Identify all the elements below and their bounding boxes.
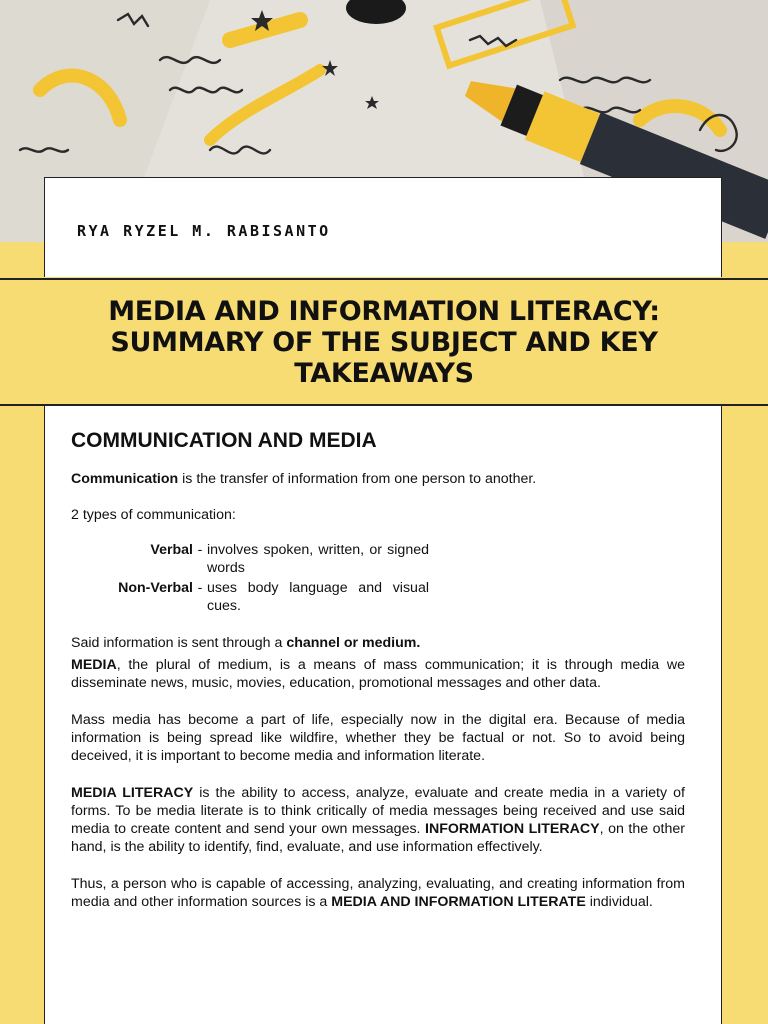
paragraph-communication: Communication is the transfer of information from one person to another.	[71, 471, 537, 487]
paragraph-types-intro: 2 types of communication:	[71, 507, 236, 524]
term-media: MEDIA	[71, 657, 117, 674]
term-communication: Communication	[71, 471, 179, 487]
term-media-literacy: MEDIA LITERACY	[71, 784, 194, 801]
term-information-literacy: INFORMATION LITERACY	[425, 821, 600, 838]
section-heading: COMMUNICATION AND MEDIA	[71, 429, 377, 452]
paragraph-mass-media: Mass media has become a part of life, especially now in the digital era. Because of media information is being spread like wildfire, whether they be factual or not. So to avoid being deceived, it is important to become media and information literate.	[71, 711, 685, 765]
term-mil-literate: MEDIA AND INFORMATION LITERATE	[331, 894, 586, 911]
author-card	[44, 177, 722, 277]
communication-types-list	[71, 541, 685, 616]
content-card	[44, 406, 722, 1024]
type-dash: -	[197, 541, 203, 558]
paragraph-media: MEDIA, the plural of medium, is a means of mass communication; it is through media we disseminate news, music, movies, education, promotional messages and other data.	[71, 657, 685, 692]
paragraph-channel: Said information is sent through a channel or medium.	[71, 634, 421, 651]
title-band	[0, 278, 768, 406]
type-term: Non-Verbal	[118, 580, 193, 597]
type-term: Verbal	[150, 541, 193, 558]
type-row-verbal	[71, 541, 685, 578]
term-channel: channel or medium.	[286, 634, 421, 651]
author-name: RYA RYZEL M. RABISANTO	[77, 222, 331, 240]
type-description: involves spoken, written, or signed words	[207, 541, 429, 576]
paragraph-conclusion: Thus, a person who is capable of accessing, analyzing, evaluating, and creating information from media and other information sources is a MEDIA AND INFORMATION LITERATE individual.	[71, 875, 685, 911]
document-title: MEDIA AND INFORMATION LITERACY: SUMMARY OF THE SUBJECT AND KEY TAKEAWAYS	[108, 295, 660, 389]
type-dash: -	[197, 580, 203, 597]
paragraph-media-literacy: MEDIA LITERACY is the ability to access, analyze, evaluate and create media in a variety of forms. To be media literate is to think critically of media messages being received and use said media to create content and send your own messages. INFORMATION LITERACY, on the other hand, is the ability to identify, find, evaluate, and use information effectively.	[71, 784, 686, 856]
type-row-non-verbal	[71, 579, 685, 616]
type-description: uses body language and visual cues.	[207, 580, 429, 615]
